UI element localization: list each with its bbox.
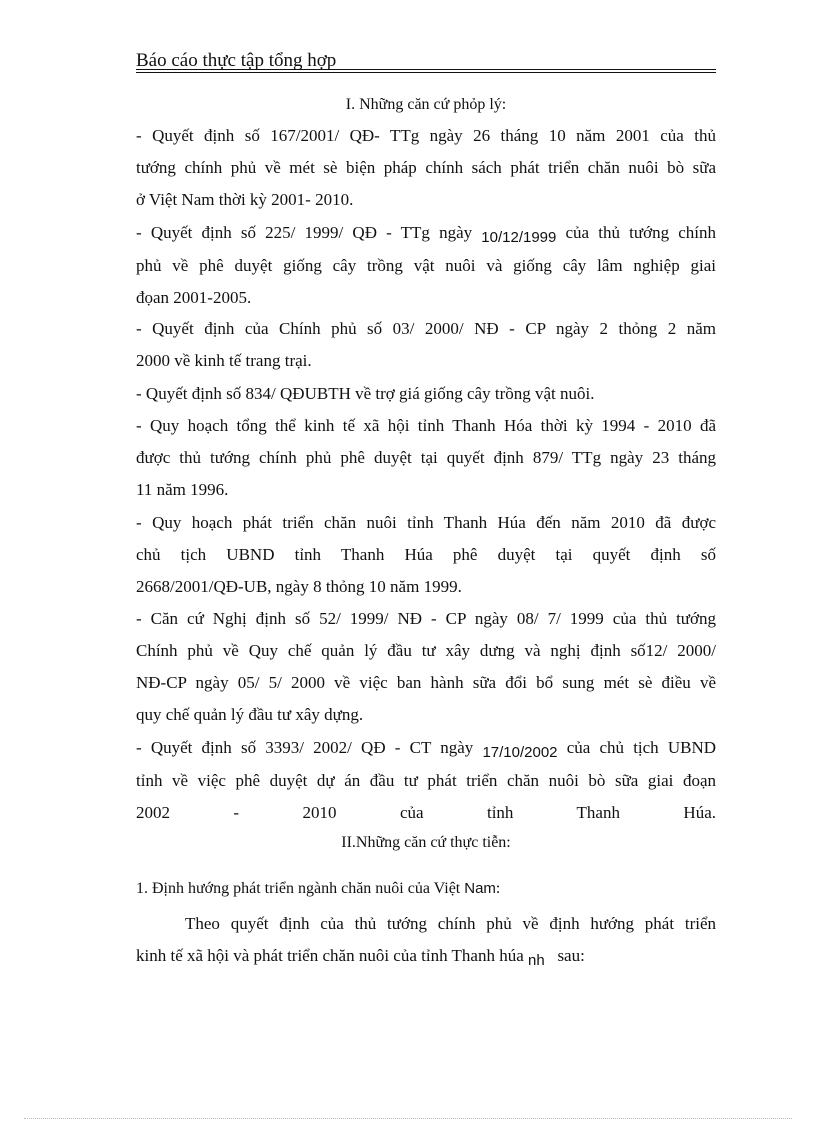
text-fragment: Nam xyxy=(464,880,496,897)
text-fragment: sau: xyxy=(557,946,585,965)
subsection-heading xyxy=(136,880,716,898)
text-fragment: của chủ tịch UBND xyxy=(566,738,717,757)
text-fragment: kinh tế xã hội và phát triển chăn nuôi của tỉnh Thanh húa xyxy=(136,946,524,965)
date-field: 17/10/2002 xyxy=(482,744,558,761)
text-line: - Quy hoạch phát triển chăn nuôi tỉnh Thanh Húa đến năm 2010 đã được xyxy=(136,513,716,532)
text-line: tỉnh về việc phê duyệt dự án đầu tư phát triển chăn nuôi bò sữa giai đoạn xyxy=(136,771,716,790)
legal-item-6 xyxy=(136,507,716,603)
legal-item-7 xyxy=(136,603,716,731)
header-rule-double xyxy=(136,72,716,73)
legal-item-4 xyxy=(136,378,716,410)
legal-item-2 xyxy=(136,217,716,314)
text-line: Theo quyết định của thủ tướng chính phủ về định hướng phát triển xyxy=(185,914,716,933)
text-line: - Quyết định số 167/2001/ QĐ- TTg ngày 26 tháng 10 năm 2001 của thủ xyxy=(136,126,716,145)
legal-item-5 xyxy=(136,410,716,506)
text-fragment: của thủ tướng chính xyxy=(565,223,716,242)
text-line xyxy=(136,940,716,973)
text-line: Chính phủ về Quy chế quản lý đầu tư xây dưng và nghị định số12/ 2000/ xyxy=(136,641,716,660)
text-line: tướng chính phủ về mét sè biện pháp chính sách phát triển chăn nuôi bò sữa xyxy=(136,158,716,177)
section-heading-legal: I. Những căn cứ phỏp lý: xyxy=(345,96,507,113)
text-line: phủ về phê duyệt giống cây trồng vật nuôi và giống cây lâm nghiệp giai xyxy=(136,256,716,275)
text-line xyxy=(136,732,716,765)
text-line: - Quyết định số 834/ QĐUBTH về trợ giá giống cây trồng vật nuôi. xyxy=(136,384,595,403)
text-line: - Quy hoạch tổng thể kinh tế xã hội tỉnh Thanh Hóa thời kỳ 1994 - 2010 đã xyxy=(136,416,716,435)
section-heading-practical: II.Những căn cứ thực tiễn: xyxy=(341,834,511,851)
text-line: - Căn cứ Nghị định số 52/ 1999/ NĐ - CP ngày 08/ 7/ 1999 của thủ tướng xyxy=(136,609,716,628)
text-line: 2002 - 2010 của tỉnh Thanh Húa. xyxy=(136,803,716,822)
text-fragment: - Quyết định số 3393/ 2002/ QĐ - CT ngày xyxy=(136,738,474,757)
text-line: chủ tịch UBND tỉnh Thanh Húa phê duyệt tại quyết định số xyxy=(136,545,716,564)
text-line: quy chế quản lý đầu tư xây dựng. xyxy=(136,705,364,724)
text-line: 11 năm 1996. xyxy=(136,480,229,499)
date-field: 10/12/1999 xyxy=(481,229,557,246)
page-bottom-border xyxy=(24,1118,792,1119)
body-paragraph xyxy=(136,908,716,973)
text-line xyxy=(136,217,716,250)
legal-item-1 xyxy=(136,120,716,216)
text-line: được thủ tướng chính phủ phê duyệt tại quyết định 879/ TTg ngày 23 tháng xyxy=(136,448,716,467)
text-line: - Quyết định của Chính phủ số 03/ 2000/ NĐ - CP ngày 2 thỏng 2 năm xyxy=(136,319,716,338)
text-fragment: 1. Định hướng phát triển ngành chăn nuôi của Việt xyxy=(136,880,461,897)
text-line: 2000 về kinh tế trang trại. xyxy=(136,351,312,370)
legal-item-8 xyxy=(136,732,716,829)
header-rule xyxy=(136,69,716,70)
text-line: 2668/2001/QĐ-UB, ngày 8 thỏng 10 năm 1999. xyxy=(136,577,462,596)
text-line: ở Việt Nam thời kỳ 2001- 2010. xyxy=(136,190,354,209)
page-header xyxy=(136,48,716,74)
legal-item-3 xyxy=(136,313,716,377)
header-title: Báo cáo thực tập tổng hợp xyxy=(136,50,337,71)
text-fragment: - Quyết định số 225/ 1999/ QĐ - TTg ngày xyxy=(136,223,473,242)
text-fragment: : xyxy=(495,880,501,897)
text-line: NĐ-CP ngày 05/ 5/ 2000 về việc ban hành sữa đổi bổ sung mét sè điều về xyxy=(136,673,716,692)
text-fragment: nh xyxy=(528,952,545,969)
text-line: đọan 2001-2005. xyxy=(136,288,252,307)
